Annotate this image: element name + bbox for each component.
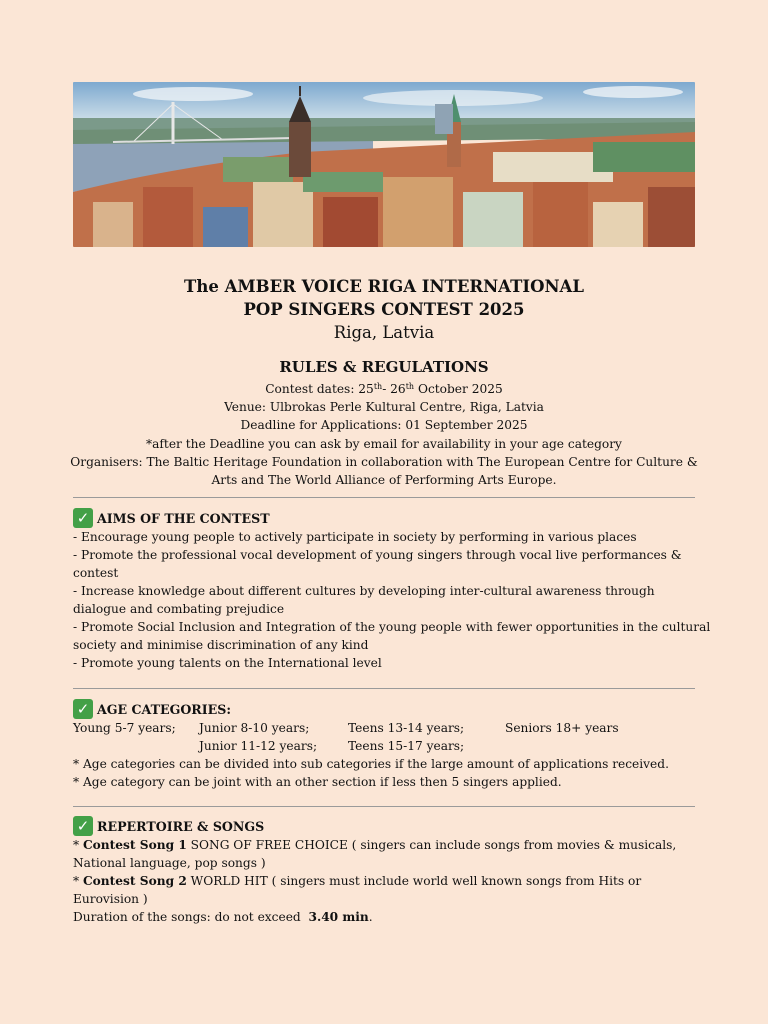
age-note-1: * Age categories can be divided into sub categories if the large amount of applications received. — [73, 757, 669, 771]
aims-line: - Promote young talents on the International level — [73, 656, 382, 670]
contest-song-2-cont: Eurovision ) — [73, 892, 148, 906]
contest-song-1: * Contest Song 1 SONG OF FREE CHOICE ( singers can include songs from movies & musicals, — [73, 838, 677, 852]
age-grid — [73, 719, 698, 755]
age-note-2: * Age category can be joint with an other section if less then 5 singers applied. — [73, 775, 562, 789]
rules-heading: RULES & REGULATIONS — [279, 358, 489, 376]
after-deadline-note: *after the Deadline you can ask by email for availability in your age category — [146, 436, 622, 451]
contest-title — [0, 275, 768, 344]
deadline: Deadline for Applications: 01 September 2025 — [240, 418, 528, 433]
divider — [73, 497, 695, 498]
check-mark-icon: ✓ — [73, 699, 93, 719]
age-junior-2: Junior 11-12 years; — [199, 739, 318, 753]
aims-line: society and minimise discrimination of any kind — [73, 638, 369, 652]
aims-line: dialogue and combating prejudice — [73, 602, 285, 616]
organisers-line-1: Organisers: The Baltic Heritage Foundation in collaboration with The European Centre for Culture & — [70, 454, 698, 469]
rules-block — [0, 356, 768, 489]
repertoire-heading: ✓ REPERTOIRE & SONGS — [73, 814, 698, 836]
aims-heading: ✓ AIMS OF THE CONTEST — [73, 506, 698, 528]
aims-line: contest — [73, 566, 119, 580]
title-line-1: The AMBER VOICE RIGA INTERNATIONAL — [184, 277, 584, 296]
aims-section — [73, 506, 711, 672]
age-junior-1: Junior 8-10 years; — [199, 721, 310, 735]
check-mark-icon: ✓ — [73, 816, 93, 836]
check-mark-icon: ✓ — [73, 508, 93, 528]
aims-line: - Promote the professional vocal development of young singers through vocal live performances & — [73, 548, 682, 562]
age-young: Young 5-7 years; — [73, 721, 176, 735]
venue: Venue: Ulbrokas Perle Kultural Centre, Riga, Latvia — [224, 400, 544, 415]
title-location: Riga, Latvia — [333, 323, 435, 342]
repertoire-section — [73, 814, 698, 926]
title-line-2: POP SINGERS CONTEST 2025 — [243, 300, 525, 319]
age-categories-heading: ✓ AGE CATEGORIES: — [73, 697, 698, 719]
age-categories-section — [73, 697, 698, 791]
contest-song-1-cont: National language, pop songs ) — [73, 856, 266, 870]
aims-line: - Encourage young people to actively participate in society by performing in various places — [73, 530, 637, 544]
age-teens-2: Teens 15-17 years; — [348, 739, 465, 753]
divider — [73, 806, 695, 807]
aims-line: - Promote Social Inclusion and Integration of the young people with fewer opportunities in the cultural — [73, 620, 711, 634]
age-teens-1: Teens 13-14 years; — [348, 721, 465, 735]
age-seniors: Seniors 18+ years — [505, 721, 619, 735]
contest-song-2: * Contest Song 2 WORLD HIT ( singers must include world well known songs from Hits or — [73, 874, 642, 888]
organisers-line-2: Arts and The World Alliance of Performing Arts Europe. — [211, 473, 557, 488]
song-duration: Duration of the songs: do not exceed 3.40 min. — [73, 910, 373, 924]
contest-dates: Contest dates: 25th- 26th October 2025 — [265, 382, 503, 396]
divider — [73, 688, 695, 689]
aims-line: - Increase knowledge about different cultures by developing inter-cultural awareness through — [73, 584, 655, 598]
riga-cityscape-image — [73, 82, 695, 247]
